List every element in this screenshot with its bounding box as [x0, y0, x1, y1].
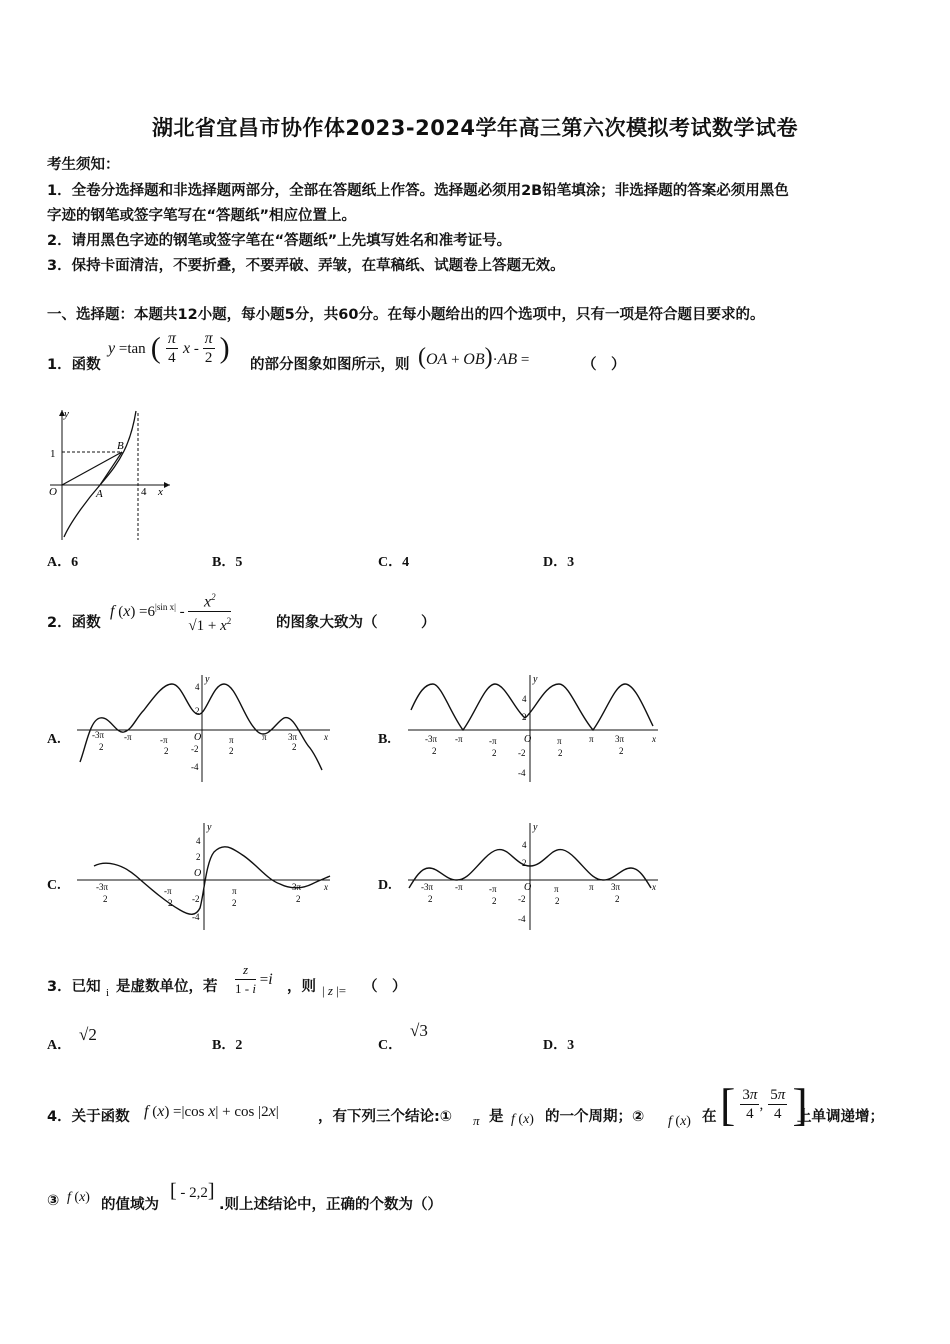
q1-option-c: C．4	[378, 555, 410, 570]
q3-option-a: A．	[47, 1038, 72, 1053]
q4-pi: π	[473, 1113, 480, 1128]
x-axis-label: x	[652, 882, 656, 892]
tick-label: -3π	[425, 734, 438, 744]
tick-label: π	[262, 732, 267, 742]
q1-middle: 的部分图象如图所示，则	[250, 357, 410, 373]
q2-graph-c	[72, 818, 337, 933]
tick-label: 2	[196, 852, 201, 862]
tick-label: 2	[558, 748, 563, 758]
tick-label: 2	[615, 894, 620, 904]
tick-label: -π	[455, 734, 463, 744]
tick-label: 3π	[288, 732, 298, 742]
notice-heading: 考生须知：	[47, 157, 120, 173]
q3-option-d: D．3	[543, 1038, 575, 1053]
q2-graph-a	[72, 670, 337, 785]
tick-label: 4	[522, 840, 527, 850]
q2-option-d-label: D.	[378, 878, 392, 893]
point-label: B	[117, 440, 124, 452]
q4-fx: f (x)	[67, 1190, 90, 1205]
tick-label: 3π	[611, 882, 621, 892]
tick-label: 2	[103, 894, 108, 904]
tick-label: -2	[191, 744, 199, 754]
tick-label: 2	[164, 746, 169, 756]
tick-label: 3π	[615, 734, 625, 744]
q3-after: ，则	[287, 979, 316, 995]
x-axis-label: x	[324, 732, 328, 742]
q4-interval: [ $\frac{3\pi}{4}$ , $\frac{5\pi}{4}$ ]	[720, 1079, 808, 1130]
q3-prefix: 3．已知	[47, 979, 101, 995]
tick-label: -2	[192, 894, 200, 904]
q4-line2-text1: 的值域为	[101, 1197, 159, 1213]
q4-text4: 在	[702, 1109, 717, 1125]
q2-formula: f $(x) =6^{|sin x|}$ - $\frac{x^2}{√1 + x^2}$	[110, 588, 231, 635]
tick-label: -π	[160, 735, 168, 745]
tick-label: 2	[492, 748, 497, 758]
tick-label: 2	[492, 896, 497, 906]
tick-label: π	[557, 736, 562, 746]
point-label: A	[96, 488, 103, 500]
origin-label: O	[49, 486, 57, 498]
q2-option-c-label: C.	[47, 878, 61, 893]
tick-label: 2	[296, 894, 301, 904]
tick-label: 4	[141, 486, 147, 498]
tick-label: -2	[518, 894, 526, 904]
tick-label: 2	[619, 746, 624, 756]
origin-label: O	[194, 868, 202, 879]
tick-label: -π	[489, 736, 497, 746]
tick-label: -4	[192, 912, 200, 922]
tick-label: 4	[522, 694, 527, 704]
origin-label: O	[524, 882, 532, 893]
y-axis-label: y	[533, 822, 538, 833]
q3-option-a-value: √2	[79, 1025, 97, 1044]
q4-text1: ，有下列三个结论:①	[318, 1109, 453, 1125]
tick-label: π	[589, 734, 594, 744]
q2-suffix: 的图象大致为（ ）	[276, 615, 436, 631]
q1-graph	[40, 405, 175, 545]
y-axis-label: y	[205, 674, 210, 685]
page-title: 湖北省宜昌市协作体2023-2024学年高三第六次模拟考试数学试卷	[151, 116, 799, 140]
q1-formula: y =tan ( $\frac{\pi}{4}$ x - $\frac{\pi}{2}$ )	[108, 330, 230, 366]
tick-label: -2	[518, 748, 526, 758]
q3-option-c-value: √3	[410, 1021, 428, 1040]
notice-item: 1．全卷分选择题和非选择题两部分，全部在答题纸上作答。选择题必须用2B铅笔填涂；非选择题的答案必须用黑色	[47, 183, 789, 199]
q1-option-b: B．5	[212, 555, 243, 570]
tick-label: -4	[518, 768, 526, 778]
q4-fx: f (x)	[511, 1112, 534, 1127]
q4-function: f (x) =|cos x| + cos |2x|	[144, 1103, 279, 1120]
tick-label: -3π	[421, 882, 434, 892]
q2-prefix: 2．函数	[47, 615, 101, 631]
q2-graph-d	[403, 818, 663, 933]
section-heading: 一、选择题：本题共12小题，每小题5分，共60分。在每小题给出的四个选项中，只有一项是符合题目要求的。	[47, 307, 765, 323]
x-axis-label: x	[324, 882, 328, 892]
q4-text3: 的一个周期；②	[545, 1109, 645, 1125]
tick-label: 2	[292, 742, 297, 752]
tick-label: 2	[555, 896, 560, 906]
tick-label: 4	[195, 682, 200, 692]
x-axis-label: x	[158, 486, 163, 498]
notice-item: 3．保持卡面清洁，不要折叠，不要弄破、弄皱，在草稿纸、试题卷上答题无效。	[47, 258, 565, 274]
tick-label: π	[229, 735, 234, 745]
q1-prefix: 1．函数	[47, 357, 101, 373]
notice-item: 字迹的钢笔或签字笔写在“答题纸”相应位置上。	[47, 208, 357, 224]
q3-i: i	[106, 987, 110, 999]
q3-suffix: （ ）	[363, 979, 407, 995]
tick-label: -3π	[92, 730, 105, 740]
q2-option-b-label: B.	[378, 732, 391, 747]
x-axis-label: x	[652, 734, 656, 744]
tick-label: -4	[191, 762, 199, 772]
q2-graph-b	[403, 670, 663, 785]
tick-label: -π	[124, 732, 132, 742]
tick-label: 2	[99, 742, 104, 752]
tick-label: 2	[232, 898, 237, 908]
tick-label: 2	[522, 712, 527, 722]
q4-prefix: 4．关于函数	[47, 1109, 130, 1125]
q3-formula: $\frac{z}{1 - i}$ =i	[235, 962, 273, 996]
y-axis-label: y	[207, 822, 212, 833]
q4-line2-prefix: ③	[47, 1193, 60, 1209]
q1-option-a: A．6	[47, 555, 79, 570]
q4-text5: 上单调递增；	[797, 1109, 884, 1125]
y-axis-label: y	[533, 674, 538, 685]
origin-label: O	[524, 734, 532, 745]
q4-text2: 是	[489, 1109, 504, 1125]
q3-option-c: C．	[378, 1038, 403, 1053]
q2-option-a-label: A.	[47, 732, 61, 747]
tick-label: 1	[50, 448, 56, 460]
origin-label: O	[194, 732, 202, 743]
tick-label: 2	[195, 706, 200, 716]
q4-fx: f (x)	[668, 1114, 691, 1129]
tick-label: 2	[428, 894, 433, 904]
q3-modulus: | z |=	[322, 983, 347, 998]
tick-label: π	[554, 884, 559, 894]
tick-label: 2	[522, 858, 527, 868]
y-axis-label: y	[64, 408, 69, 420]
q4-range: [ - 2,2]	[170, 1180, 215, 1202]
tick-label: 2	[432, 746, 437, 756]
tick-label: -3π	[96, 882, 109, 892]
q1-vector-expr: (OA + OB)·AB =	[418, 344, 530, 370]
tick-label: 4	[196, 836, 201, 846]
tick-label: π	[589, 882, 594, 892]
tick-label: -π	[489, 884, 497, 894]
q4-line2-text2: .则上述结论中，正确的个数为（）	[219, 1197, 443, 1213]
tick-label: 2	[229, 746, 234, 756]
tick-label: 3π	[292, 882, 302, 892]
tick-label: π	[232, 886, 237, 896]
q1-option-d: D．3	[543, 555, 575, 570]
notice-item: 2．请用黑色字迹的钢笔或签字笔在“答题纸”上先填写姓名和准考证号。	[47, 233, 512, 249]
q3-middle: 是虚数单位，若	[116, 979, 218, 995]
tick-label: 2	[168, 898, 173, 908]
tick-label: -4	[518, 914, 526, 924]
tick-label: -π	[164, 886, 172, 896]
q1-suffix: （ ）	[582, 357, 626, 373]
q3-option-b: B．2	[212, 1038, 243, 1053]
tick-label: -π	[455, 882, 463, 892]
